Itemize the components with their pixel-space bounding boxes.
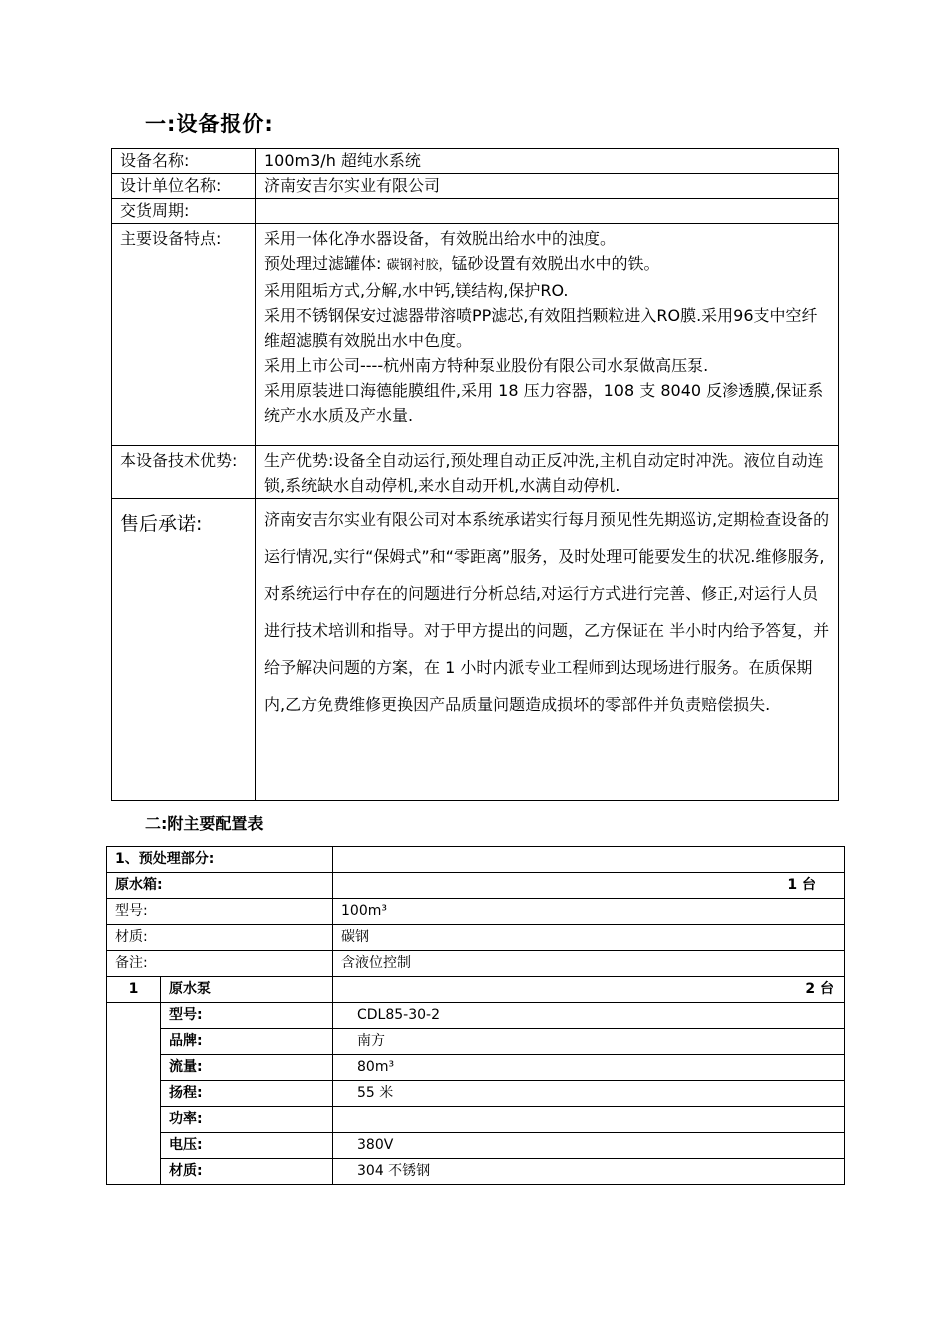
features-value bbox=[256, 224, 839, 446]
section-empty bbox=[333, 847, 845, 873]
pump-no: 1 bbox=[107, 977, 161, 1003]
designer-label: 设计单位名称: bbox=[112, 174, 256, 199]
feature-line: 采用一体化净水器设备，有效脱出给水中的浊度。 bbox=[264, 229, 617, 248]
designer-value: 济南安吉尔实业有限公司 bbox=[256, 174, 839, 199]
pump-spec-label: 扬程: bbox=[161, 1081, 333, 1107]
feature-line: 预处理过滤罐体: 碳钢衬胶，锰砂设置有效脱出水中的铁。 bbox=[264, 254, 660, 273]
pump-spec-label: 型号: bbox=[161, 1003, 333, 1029]
table-row bbox=[107, 1133, 845, 1159]
service-label: 售后承诺: bbox=[112, 499, 256, 801]
feature-line: 采用原装进口海德能膜组件,采用 18 压力容器，108 支 8040 反渗透膜,保证系统产水水质及产水量. bbox=[264, 381, 824, 425]
table-row bbox=[107, 1003, 845, 1029]
pump-spec-label: 材质: bbox=[161, 1159, 333, 1185]
heading-config-table: 二:附主要配置表 bbox=[145, 814, 264, 833]
tank-spec-label: 型号: bbox=[107, 899, 333, 925]
features-label: 主要设备特点: bbox=[112, 224, 256, 446]
service-value: 济南安吉尔实业有限公司对本系统承诺实行每月预见性先期巡访,定期检查设备的运行情况,实行“保姆式”和“零距离”服务，及时处理可能要发生的状况.维修服务,对系统运行中存在的问题进行分析总结,对运行方式进行完善、修正,对运行人员进行技术培训和指导。对于甲方提出的问题，乙方保证在 半小时内给予答复，并给予解决问题的方案，在 1 小时内派专业工程师到达现场进行服务。在质保期内,乙方免费维修更换因产品质量问题造成损坏的零部件并负责赔偿损失. bbox=[256, 499, 839, 801]
tank-spec-value: 碳钢 bbox=[333, 925, 845, 951]
pump-spec-value: CDL85-30-2 bbox=[333, 1003, 845, 1029]
name-value: 100m3/h 超纯水系统 bbox=[256, 149, 839, 174]
pump-label: 原水泵 bbox=[161, 977, 333, 1003]
delivery-value bbox=[256, 199, 839, 224]
pump-spec-value: 80m³ bbox=[333, 1055, 845, 1081]
table-row bbox=[107, 925, 845, 951]
pump-spec-label: 流量: bbox=[161, 1055, 333, 1081]
table-row bbox=[107, 1107, 845, 1133]
pump-spec-label: 品牌: bbox=[161, 1029, 333, 1055]
pump-spec-label: 功率: bbox=[161, 1107, 333, 1133]
pump-spec-value: 55 米 bbox=[333, 1081, 845, 1107]
tank-qty: 1 台 bbox=[333, 873, 845, 899]
tank-spec-label: 材质: bbox=[107, 925, 333, 951]
table-row bbox=[107, 1055, 845, 1081]
table-row bbox=[107, 899, 845, 925]
pump-spec-label: 电压: bbox=[161, 1133, 333, 1159]
table-row bbox=[107, 1081, 845, 1107]
advantage-value: 生产优势:设备全自动运行,预处理自动正反冲洗,主机自动定时冲洗。液位自动连锁,系统缺水自动停机,来水自动开机,水满自动停机. bbox=[256, 446, 839, 499]
delivery-label: 交货周期: bbox=[112, 199, 256, 224]
table-row bbox=[107, 1029, 845, 1055]
table-row bbox=[107, 1159, 845, 1185]
pump-spec-value: 304 不锈钢 bbox=[333, 1159, 845, 1185]
tank-spec-label: 备注: bbox=[107, 951, 333, 977]
heading-equipment-quote: 一:设备报价: bbox=[145, 112, 274, 136]
pump-spec-value: 380V bbox=[333, 1133, 845, 1159]
section-title: 1、预处理部分: bbox=[107, 847, 333, 873]
name-label: 设备名称: bbox=[112, 149, 256, 174]
tank-label: 原水箱: bbox=[107, 873, 333, 899]
feature-line: 采用上市公司----杭州南方特种泵业股份有限公司水泵做高压泵. bbox=[264, 356, 709, 375]
pump-qty: 2 台 bbox=[333, 977, 845, 1003]
quote-table bbox=[111, 148, 839, 801]
advantage-label: 本设备技术优势: bbox=[112, 446, 256, 499]
config-table bbox=[106, 846, 845, 1185]
tank-spec-value: 含液位控制 bbox=[333, 951, 845, 977]
pump-spec-spacer bbox=[107, 1003, 161, 1185]
feature-line: 采用阻垢方式,分解,水中钙,镁结构,保护RO. bbox=[264, 281, 569, 300]
table-row bbox=[107, 951, 845, 977]
pump-spec-value bbox=[333, 1107, 845, 1133]
pump-spec-value: 南方 bbox=[333, 1029, 845, 1055]
feature-line: 采用不锈钢保安过滤器带溶喷PP滤芯,有效阻挡颗粒进入RO膜.采用96支中空纤维超滤膜有效脱出水中色度。 bbox=[264, 306, 818, 350]
tank-spec-value: 100m³ bbox=[333, 899, 845, 925]
